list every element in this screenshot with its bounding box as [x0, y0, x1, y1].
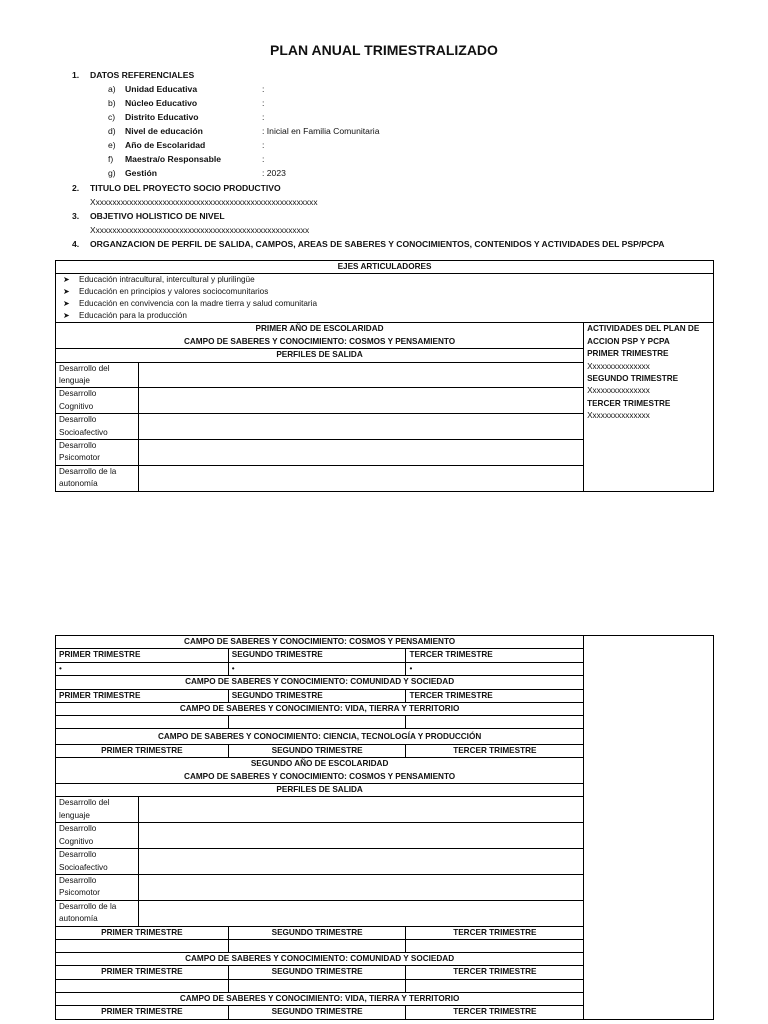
trimestre-header: TERCER TRIMESTRE	[406, 966, 584, 979]
ref-row	[108, 140, 264, 150]
section-3-number: 3.	[72, 211, 80, 221]
desarrollo-line: Desarrollo	[59, 441, 97, 451]
trimestre-header: TERCER TRIMESTRE	[406, 649, 584, 662]
section-2	[72, 183, 281, 193]
ref-letter: c)	[108, 112, 116, 122]
content-cell	[56, 979, 229, 992]
trimestre-header: TERCER TRIMESTRE	[406, 689, 584, 702]
ref-value: : 2023	[262, 168, 286, 178]
section-1	[72, 70, 194, 80]
ref-row	[108, 84, 264, 94]
trimestre-header: PRIMER TRIMESTRE	[56, 966, 229, 979]
ref-value: :	[262, 98, 265, 108]
content-cell	[406, 716, 584, 729]
perfil-cell	[138, 823, 583, 849]
year-2-campo: CAMPO DE SABERES Y CONOCIMIENTO: COSMOS Y PENSAMIENTO	[184, 771, 456, 781]
desarrollo-line: Desarrollo	[59, 415, 97, 425]
ref-value: :	[262, 140, 265, 150]
desarrollo-line: Psicomotor	[59, 888, 100, 898]
trimestre-header: SEGUNDO TRIMESTRE	[228, 649, 406, 662]
ref-key: Unidad Educativa	[125, 84, 198, 94]
desarrollo-line: autonomía	[59, 479, 98, 489]
content-cell: •	[56, 662, 229, 675]
ejes-list-cell	[56, 274, 714, 323]
desarrollo-line: Desarrollo del	[59, 363, 110, 373]
ref-key: Nivel de educación	[125, 126, 203, 136]
campo-header: CAMPO DE SABERES Y CONOCIMIENTO: COMUNIDAD Y SOCIEDAD	[56, 676, 584, 689]
perfil-cell	[138, 900, 583, 926]
plan-table-year-1	[55, 260, 714, 492]
desarrollo-label	[56, 849, 139, 875]
eje-item: ➤ Educación en principios y valores sociocomunitarios	[59, 286, 710, 298]
section-2-label: TITULO DEL PROYECTO SOCIO PRODUCTIVO	[90, 183, 281, 193]
desarrollo-label	[56, 900, 139, 926]
actividades-cell	[584, 323, 714, 491]
actividad-value: Xxxxxxxxxxxxxxx	[587, 361, 650, 371]
eje-item: ➤ Educación para la producción	[59, 310, 710, 322]
campo-header: CAMPO DE SABERES Y CONOCIMIENTO: COMUNIDAD Y SOCIEDAD	[56, 952, 584, 965]
content-cell	[406, 939, 584, 952]
campo-header: CAMPO DE SABERES Y CONOCIMIENTO: VIDA, TIERRA Y TERRITORIO	[56, 992, 584, 1005]
eje-item: ➤ Educación en convivencia con la madre tierra y salud comunitaria	[59, 298, 710, 310]
project-title-value: Xxxxxxxxxxxxxxxxxxxxxxxxxxxxxxxxxxxxxxxxxxxxxxxxxxxxxx	[90, 197, 318, 207]
desarrollo-label	[56, 874, 139, 900]
trimestre-header: SEGUNDO TRIMESTRE	[228, 689, 406, 702]
ref-key: Gestión	[125, 168, 157, 178]
desarrollo-line: Desarrollo	[59, 850, 97, 860]
section-4-label: ORGANZACION DE PERFIL DE SALIDA, CAMPOS, AREAS DE SABERES Y CONOCIMIENTOS, CONTENIDOS Y ACTIVIDADES DEL PSP/PCPA	[90, 239, 665, 249]
section-4-number: 4.	[72, 239, 80, 249]
campo-header: CAMPO DE SABERES Y CONOCIMIENTO: COSMOS Y PENSAMIENTO	[56, 636, 584, 649]
trimestre-header: PRIMER TRIMESTRE	[56, 649, 229, 662]
content-cell	[56, 716, 229, 729]
perfil-cell	[138, 465, 583, 491]
desarrollo-label	[56, 440, 139, 466]
perfil-cell	[138, 388, 583, 414]
campo-header: CAMPO DE SABERES Y CONOCIMIENTO: VIDA, TIERRA Y TERRITORIO	[56, 703, 584, 716]
perfiles-header: PERFILES DE SALIDA	[56, 784, 584, 797]
desarrollo-line: autonomía	[59, 914, 98, 924]
desarrollo-label	[56, 465, 139, 491]
plan-table-continuation	[55, 635, 714, 1020]
trimestre-header: SEGUNDO TRIMESTRE	[228, 744, 406, 757]
content-cell: •	[228, 662, 406, 675]
desarrollo-line: lenguaje	[59, 810, 90, 820]
desarrollo-line: Desarrollo	[59, 389, 97, 399]
ref-row	[108, 112, 264, 122]
content-cell	[406, 979, 584, 992]
perfil-cell	[138, 849, 583, 875]
ref-value: :	[262, 84, 265, 94]
trimestre-header: PRIMER TRIMESTRE	[56, 744, 229, 757]
desarrollo-label	[56, 362, 139, 388]
year-1-heading: PRIMER AÑO DE ESCOLARIDAD	[255, 324, 384, 334]
content-cell	[228, 716, 406, 729]
desarrollo-label	[56, 388, 139, 414]
perfil-cell	[138, 874, 583, 900]
ref-key: Distrito Educativo	[125, 112, 199, 122]
actividad-value: Xxxxxxxxxxxxxxx	[587, 386, 650, 396]
campo-header: CAMPO DE SABERES Y CONOCIMIENTO: CIENCIA, TECNOLOGÍA Y PRODUCCIÓN	[56, 729, 584, 744]
desarrollo-label	[56, 823, 139, 849]
desarrollo-line: Desarrollo	[59, 824, 97, 834]
ref-row	[108, 168, 286, 178]
actividades-title: ACTIVIDADES DEL PLAN DE ACCION PSP Y PCPA	[587, 324, 700, 346]
trimestre-header: SEGUNDO TRIMESTRE	[228, 926, 406, 939]
trimestre-header: SEGUNDO TRIMESTRE	[228, 1006, 406, 1019]
side-blank-column	[584, 636, 714, 1020]
ref-row	[108, 154, 264, 164]
desarrollo-line: Desarrollo del	[59, 798, 110, 808]
section-4	[72, 239, 664, 249]
content-cell	[228, 939, 406, 952]
ref-row	[108, 126, 380, 136]
desarrollo-line: Desarrollo de la	[59, 466, 117, 476]
content-cell	[56, 939, 229, 952]
desarrollo-line: Socioafectivo	[59, 427, 108, 437]
actividad-label: TERCER TRIMESTRE	[587, 398, 671, 408]
ref-row	[108, 98, 264, 108]
perfil-cell	[138, 414, 583, 440]
desarrollo-line: Desarrollo de la	[59, 901, 117, 911]
perfil-cell	[138, 440, 583, 466]
section-1-label: DATOS REFERENCIALES	[90, 70, 195, 80]
perfil-cell	[138, 797, 583, 823]
section-3	[72, 211, 225, 221]
section-2-number: 2.	[72, 183, 80, 193]
year-1-campo: CAMPO DE SABERES Y CONOCIMIENTO: COSMOS Y PENSAMIENTO	[183, 336, 456, 346]
ref-key: Maestra/o Responsable	[125, 154, 221, 164]
trimestre-header: PRIMER TRIMESTRE	[56, 926, 229, 939]
ref-letter: g)	[108, 168, 116, 178]
desarrollo-line: Desarrollo	[59, 875, 97, 885]
objective-value: Xxxxxxxxxxxxxxxxxxxxxxxxxxxxxxxxxxxxxxxxxxxxxxxxxxxx	[90, 225, 310, 235]
ejes-header: EJES ARTICULADORES	[56, 261, 714, 274]
trimestre-header: TERCER TRIMESTRE	[406, 1006, 584, 1019]
actividad-label: PRIMER TRIMESTRE	[587, 349, 669, 359]
document-title: PLAN ANUAL TRIMESTRALIZADO	[270, 42, 498, 58]
trimestre-header: PRIMER TRIMESTRE	[56, 689, 229, 702]
desarrollo-line: Socioafectivo	[59, 862, 108, 872]
content-cell: •	[406, 662, 584, 675]
ref-letter: a)	[108, 84, 116, 94]
ref-key: Núcleo Educativo	[125, 98, 198, 108]
ref-letter: f)	[108, 154, 114, 164]
ref-value: :	[262, 154, 265, 164]
perfil-cell	[138, 362, 583, 388]
ref-letter: e)	[108, 140, 116, 150]
trimestre-header: PRIMER TRIMESTRE	[56, 1006, 229, 1019]
desarrollo-line: Cognitivo	[59, 401, 94, 411]
section-3-label: OBJETIVO HOLISTICO DE NIVEL	[90, 211, 225, 221]
ref-letter: d)	[108, 126, 116, 136]
content-cell	[228, 979, 406, 992]
eje-item: ➤ Educación intracultural, intercultural y plurilingüe	[59, 274, 710, 286]
desarrollo-line: Cognitivo	[59, 836, 94, 846]
year-2-heading-cell	[56, 758, 584, 784]
actividad-value: Xxxxxxxxxxxxxxx	[587, 411, 650, 421]
year-1-heading-cell	[56, 323, 584, 349]
ejes-list	[59, 274, 710, 322]
desarrollo-line: Psicomotor	[59, 453, 100, 463]
ref-letter: b)	[108, 98, 116, 108]
desarrollo-line: lenguaje	[59, 376, 90, 386]
trimestre-header: TERCER TRIMESTRE	[406, 926, 584, 939]
ref-value: : Inicial en Familia Comunitaria	[262, 126, 380, 136]
actividad-label: SEGUNDO TRIMESTRE	[587, 374, 679, 384]
desarrollo-label	[56, 797, 139, 823]
ref-value: :	[262, 112, 265, 122]
desarrollo-label	[56, 414, 139, 440]
trimestre-header: TERCER TRIMESTRE	[406, 744, 584, 757]
ref-key: Año de Escolaridad	[125, 140, 206, 150]
trimestre-header: SEGUNDO TRIMESTRE	[228, 966, 406, 979]
perfiles-header: PERFILES DE SALIDA	[56, 349, 584, 362]
year-2-heading: SEGUNDO AÑO DE ESCOLARIDAD	[250, 759, 389, 769]
section-1-number: 1.	[72, 70, 80, 80]
